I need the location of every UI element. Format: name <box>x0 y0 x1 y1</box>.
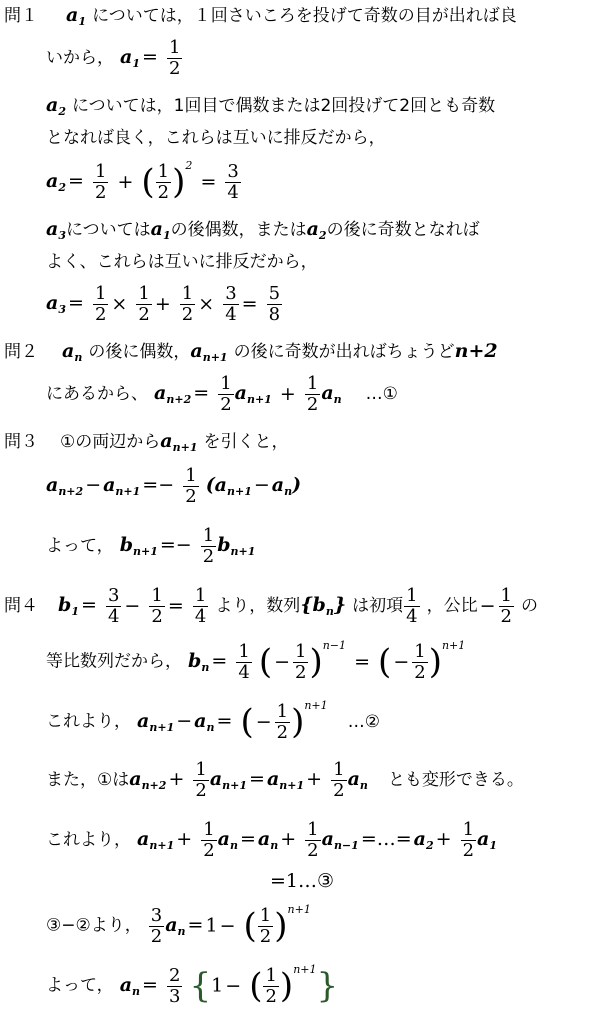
q1-text-4: となれば良く，これらは互いに排反だから， <box>46 128 386 148</box>
q2-text-2: にあるから、 <box>46 384 148 404</box>
q4-text-5: これより， <box>46 830 131 850</box>
q4-line4: また，①は$a_{n+2}$ + $\frac{1}{2}$ $a_{n+1} = a_{n+1}$ + $\frac{1}{2}$ $a_n$ とも変形できる。 <box>46 759 524 801</box>
q4-line8: よって， $a_n$ = $\frac{2}{3}$ {1 − ( $\frac{1}{2}$ )$^{n+1}$} <box>46 963 339 1007</box>
q2-text-a: の後に偶数， <box>88 342 191 362</box>
q2-eq-ref-1: …① <box>365 384 398 404</box>
q4-text-8: よって， <box>46 975 114 996</box>
q3-line1: 問３ ①の両辺から$a_{n+1}$ を引くと， <box>4 430 289 454</box>
q1-line3 <box>46 96 495 117</box>
q4-line3: これより， $a_{n+1} - a_n$ = ( − $\frac{1}{2}$ )$^{n+1}$ …② <box>46 699 380 743</box>
q4-line5: これより， $a_{n+1}$ + $\frac{1}{2}$ $a_n = a_n$ + $\frac{1}{2}$ $a_{n-1}$ =…= $a_2$ + $\frac{1}{2}$ $a_1$ <box>46 819 498 861</box>
q4-line7: ③−②より， $\frac{3}{2}$ $a_n = 1$ − ( $\frac{1}{2}$ )$^{n+1}$ <box>46 903 311 947</box>
q4-label: 問４ <box>4 596 38 616</box>
q4-text-4b: とも変形できる。 <box>387 770 524 790</box>
q4-text-d: の <box>521 596 539 616</box>
q4-line2: 等比数列だから， $b_n$ = $\frac{1}{4}$ ( − $\frac{1}{2}$ )$^{n-1}$ = ( − $\frac{1}{2}$ )$^{n+1}$ <box>46 639 466 683</box>
q1-line2 <box>46 38 183 79</box>
q1-line7 <box>46 252 318 271</box>
q3-text-a: ①の両辺から <box>60 432 161 452</box>
q1-line6: $a_3$については$a_1$の後偶数，または$a_2$の後に奇数となれば <box>46 218 480 242</box>
q4-text-a: より，数列 <box>215 596 301 616</box>
q3-line2-formula: $a_{n+2} - a_{n+1}$ =− $\frac{1}{2}$ $(a_{n+1} - a_n)$ <box>46 465 302 507</box>
q2-line2: にあるから、 $a_{n+2}$ = $\frac{1}{2}$ $a_{n+1}$ + $\frac{1}{2}$ $a_n$ …① <box>46 373 398 415</box>
frac-1-2: $\frac{1}{2}$ <box>168 37 181 79</box>
math-a1: $a_1$ <box>66 4 87 28</box>
q3-line3: よって， $b_{n+1}$ =− $\frac{1}{2}$ $b_{n+1}$ <box>46 525 256 567</box>
q1-text-3: については，1回目で偶数または2回投げて2回とも奇数 <box>72 96 496 116</box>
q4-text-2: 等比数列だから， <box>46 651 182 672</box>
q1-line1 <box>4 6 517 27</box>
q1-text-6b: の後偶数，または <box>170 220 307 240</box>
q4-line1: 問４ $b_1$ = $\frac{3}{4}$ − $\frac{1}{2}$ = $\frac{1}{4}$ より，数列$\{b_n\}$ は初項 $\frac{1}{4}$ ，公比 − $\frac{1}{2}$ の <box>4 585 539 627</box>
q3-label: 問３ <box>4 432 38 452</box>
q2-label: 問２ <box>4 342 38 362</box>
q1-text-2: いから， <box>46 48 114 68</box>
q4-text-3: これより， <box>46 711 131 732</box>
q1-text-6c: の後に奇数となれば <box>326 220 480 240</box>
q1-text-1: については，１回さいころを投げて奇数の目が出れば良 <box>92 6 517 26</box>
q1-line5-formula: $a_2$ = $\frac{1}{2}$ + ( $\frac{1}{2}$ )$^2$ = $\frac{3}{4}$ <box>46 159 239 203</box>
q3-text-b: を引くと， <box>203 432 289 452</box>
q1-line4 <box>46 128 386 147</box>
math-a2: $a_2$ <box>46 94 66 118</box>
q1-text-6a: については <box>65 220 151 240</box>
q4-text-7: ③−②より， <box>46 915 142 936</box>
q2-text-b: の後に奇数が出ればちょうど <box>233 342 455 362</box>
q2-line1: 問２ $a_n$ の後に偶数，$a_{n+1}$ の後に奇数が出ればちょうどn+2 <box>4 340 498 364</box>
math-a1-eq: $a_1$ = <box>120 46 158 70</box>
q1-line8-formula: $a_3$ = $\frac{1}{2}$ × $\frac{1}{2}$ + $\frac{1}{2}$ × $\frac{3}{4}$ = $\frac{5}{8}$ <box>46 283 281 325</box>
q4-text-c: ，公比 <box>426 596 478 616</box>
q3-text-3: よって， <box>46 536 114 556</box>
q1-text-7: よく、これらは互いに排反だから， <box>46 252 318 272</box>
q1-label: 問１ <box>4 6 38 26</box>
q4-eq-ref-3: =1…③ <box>270 870 335 892</box>
q4-eq-ref-2: …② <box>347 711 380 732</box>
q4-line6 <box>270 872 334 891</box>
q4-text-b: は初項 <box>352 596 404 616</box>
q4-text-4a: また，①は <box>46 770 130 790</box>
